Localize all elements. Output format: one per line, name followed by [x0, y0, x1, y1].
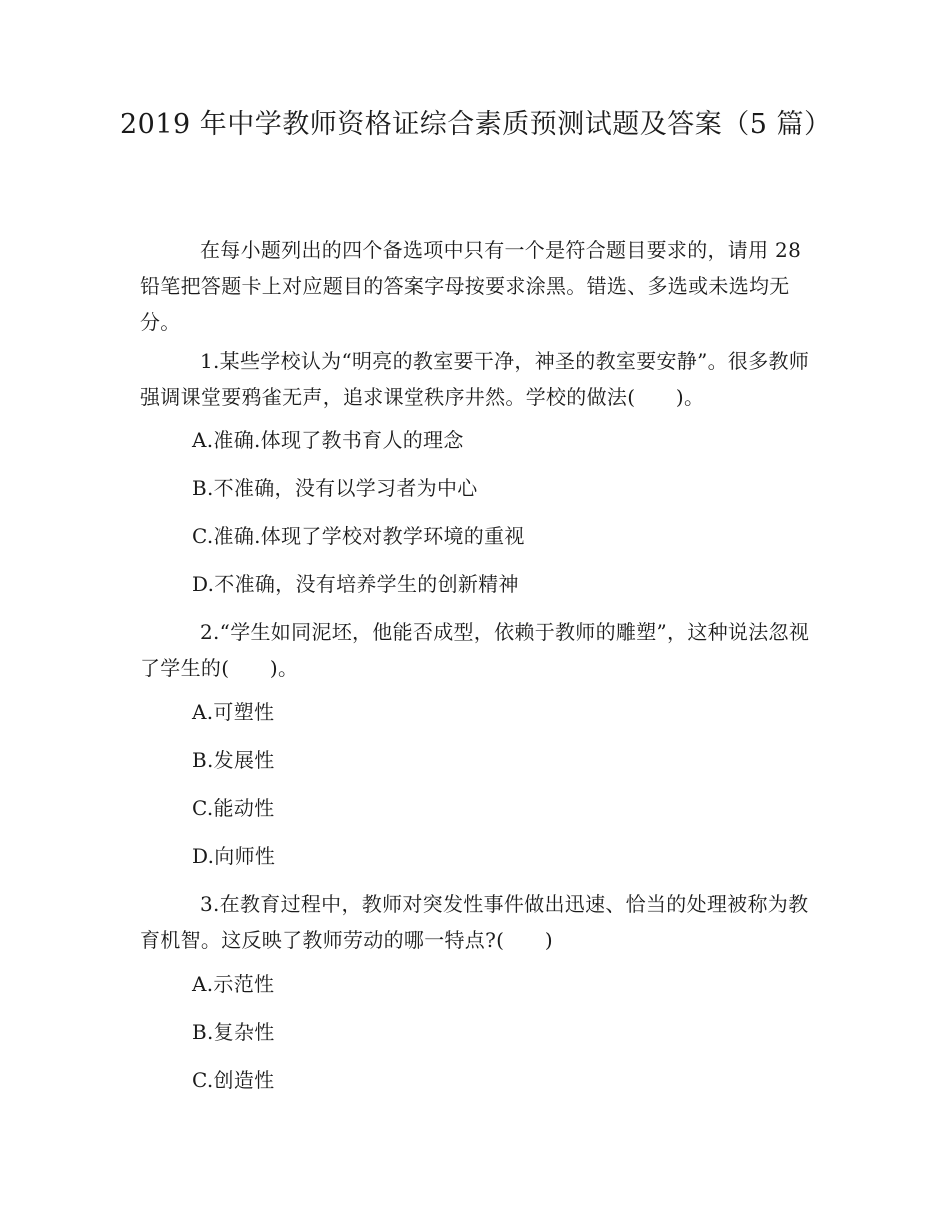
document-title: 2019 年中学教师资格证综合素质预测试题及答案（5 篇）: [120, 109, 832, 140]
question-1-option-d: D.不准确，没有培养学生的创新精神: [192, 572, 519, 596]
question-2-stem: 2.“学生如同泥坯，他能否成型，依赖于教师的雕塑”，这种说法忽视了学生的( )。: [140, 620, 810, 680]
question-2-option-a: A.可塑性: [192, 700, 275, 724]
question-3-option-b: B.复杂性: [192, 1020, 275, 1044]
question-1-stem: 1.某些学校认为“明亮的教室要干净，神圣的教室要安静”。很多教师强调课堂要鸦雀无声，追求课堂秩序井然。学校的做法( )。: [140, 349, 810, 409]
question-2-option-c: C.能动性: [192, 796, 275, 820]
question-3-option-c: C.创造性: [192, 1068, 275, 1092]
question-1-option-c: C.准确.体现了学校对教学环境的重视: [192, 524, 525, 548]
question-2-option-d: D.向师性: [192, 844, 276, 868]
question-1-option-b: B.不准确，没有以学习者为中心: [192, 476, 478, 500]
question-2-option-b: B.发展性: [192, 748, 275, 772]
question-3-option-a: A.示范性: [192, 972, 275, 996]
instructions-paragraph: 在每小题列出的四个备选项中只有一个是符合题目要求的，请用 28 铅笔把答题卡上对应题目的答案字母按要求涂黑。错选、多选或未选均无分。: [140, 238, 802, 334]
question-3-stem: 3.在教育过程中，教师对突发性事件做出迅速、恰当的处理被称为教育机智。这反映了教师劳动的哪一特点?( ): [140, 892, 809, 952]
question-1-option-a: A.准确.体现了教书育人的理念: [192, 428, 464, 452]
